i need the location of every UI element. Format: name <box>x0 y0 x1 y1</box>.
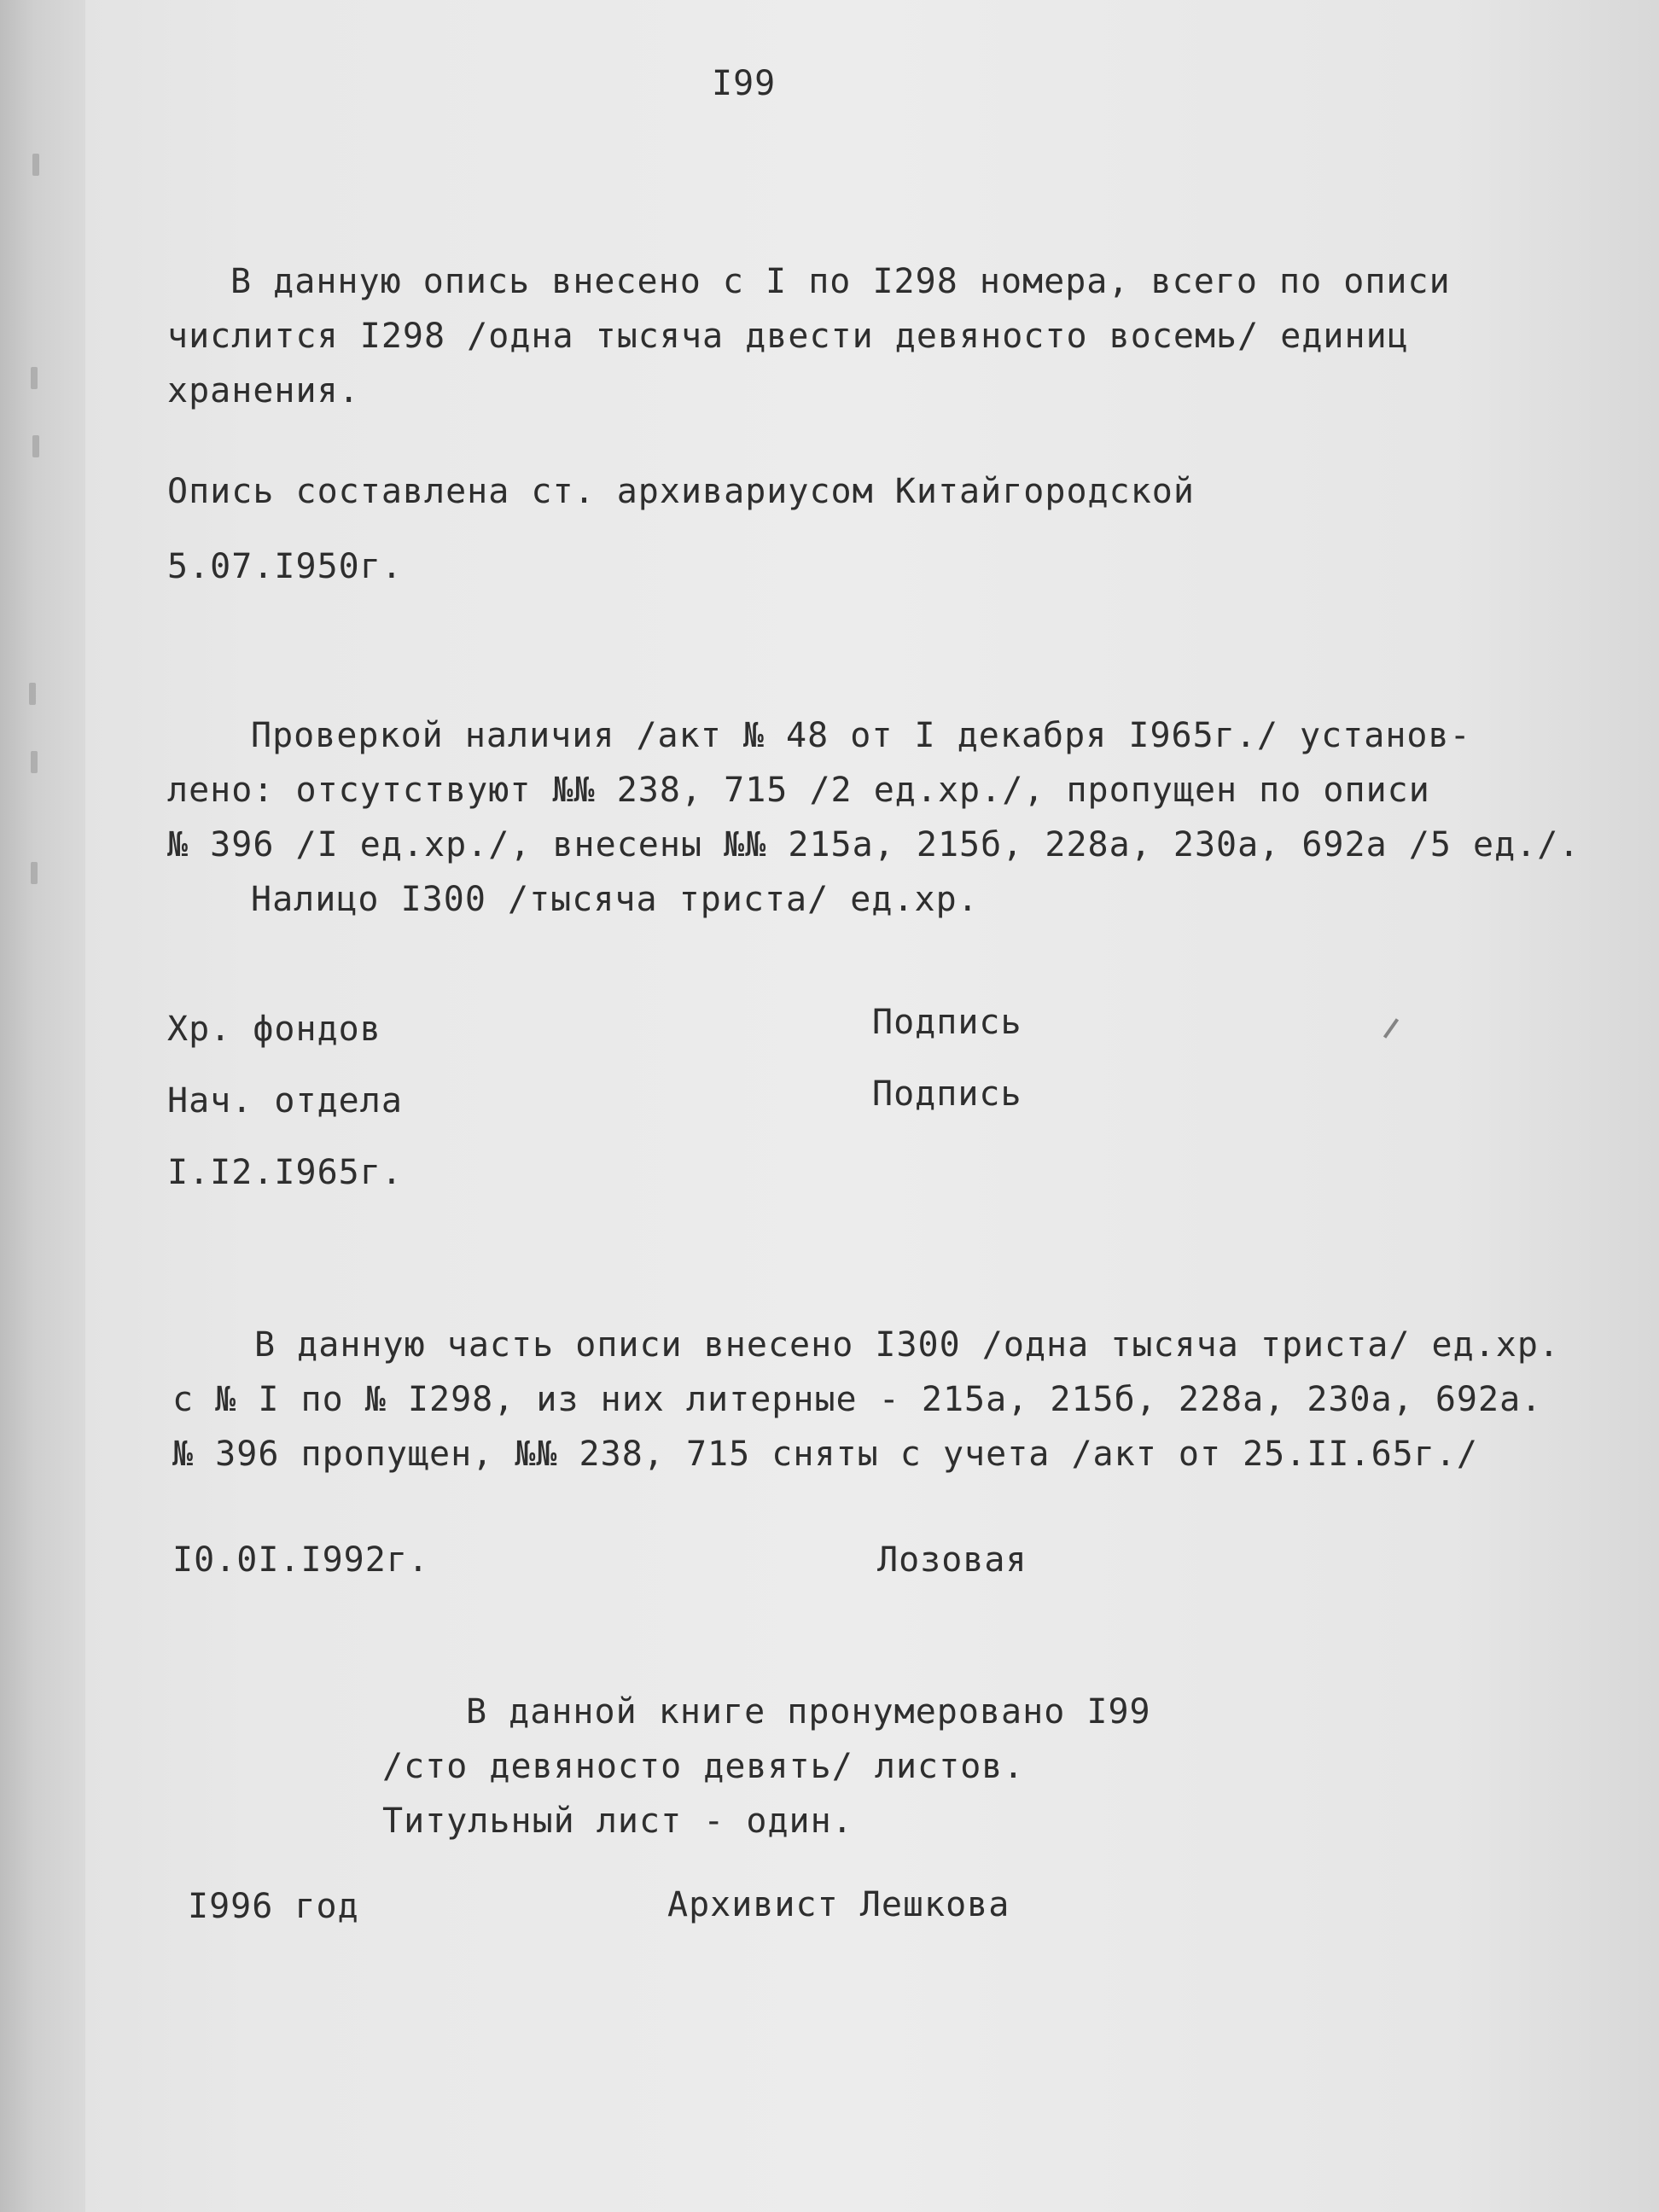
text-line: № 396 пропущен, №№ 238, 715 сняты с учета /акт от 25.II.65г./ <box>172 1435 1479 1474</box>
footer-archivist: Архивист Лешкова <box>667 1885 1010 1924</box>
text-line: Налицо I300 /тысяча триста/ ед.хр. <box>251 880 979 919</box>
binding-mark <box>32 435 39 457</box>
text-line: В данную опись внесено с I по I298 номера, всего по описи <box>230 262 1451 301</box>
signature-date: I0.0I.I992г. <box>172 1540 429 1580</box>
text-line: /сто девяносто девять/ листов. <box>382 1747 1025 1786</box>
compiled-by: Опись составлена ст. архивариусом Китайгородской <box>167 472 1195 511</box>
text-line: Проверкой наличия /акт № 48 от I декабря I965г./ установ- <box>251 716 1471 755</box>
signature-date: I.I2.I965г. <box>167 1153 403 1192</box>
text-line: Титульный лист - один. <box>382 1802 853 1841</box>
binding-mark <box>32 154 39 176</box>
binding-mark <box>31 367 38 389</box>
text-line: с № I по № I298, из них литерные - 215а, 215б, 228а, 230а, 692а. <box>172 1380 1543 1419</box>
footer-year: I996 год <box>188 1887 359 1926</box>
text-line: В данную часть описи внесено I300 /одна тысяча триста/ ед.хр. <box>254 1325 1561 1365</box>
compiled-date: 5.07.I950г. <box>167 547 403 586</box>
text-line: В данной книге пронумеровано I99 <box>466 1692 1151 1732</box>
binding-mark <box>31 862 38 884</box>
text-line: лено: отсутствуют №№ 238, 715 /2 ед.хр./, пропущен по описи <box>167 771 1430 810</box>
signature: Подпись <box>872 1074 1022 1114</box>
signature: Подпись <box>872 1003 1022 1042</box>
pencil-mark <box>1383 1018 1399 1039</box>
binding-mark <box>31 751 38 773</box>
binding-edge <box>0 0 85 2212</box>
signature-role: Хр. фондов <box>167 1010 381 1049</box>
text-line: числится I298 /одна тысяча двести девяносто восемь/ единиц <box>167 317 1409 356</box>
signature-role: Нач. отдела <box>167 1081 403 1121</box>
text-line: № 396 /I ед.хр./, внесены №№ 215а, 215б, 228а, 230а, 692а /5 ед./. <box>167 825 1580 864</box>
signature-name: Лозовая <box>877 1540 1027 1580</box>
text-line: хранения. <box>167 371 360 410</box>
binding-mark <box>29 683 36 705</box>
page-number: I99 <box>712 64 777 103</box>
